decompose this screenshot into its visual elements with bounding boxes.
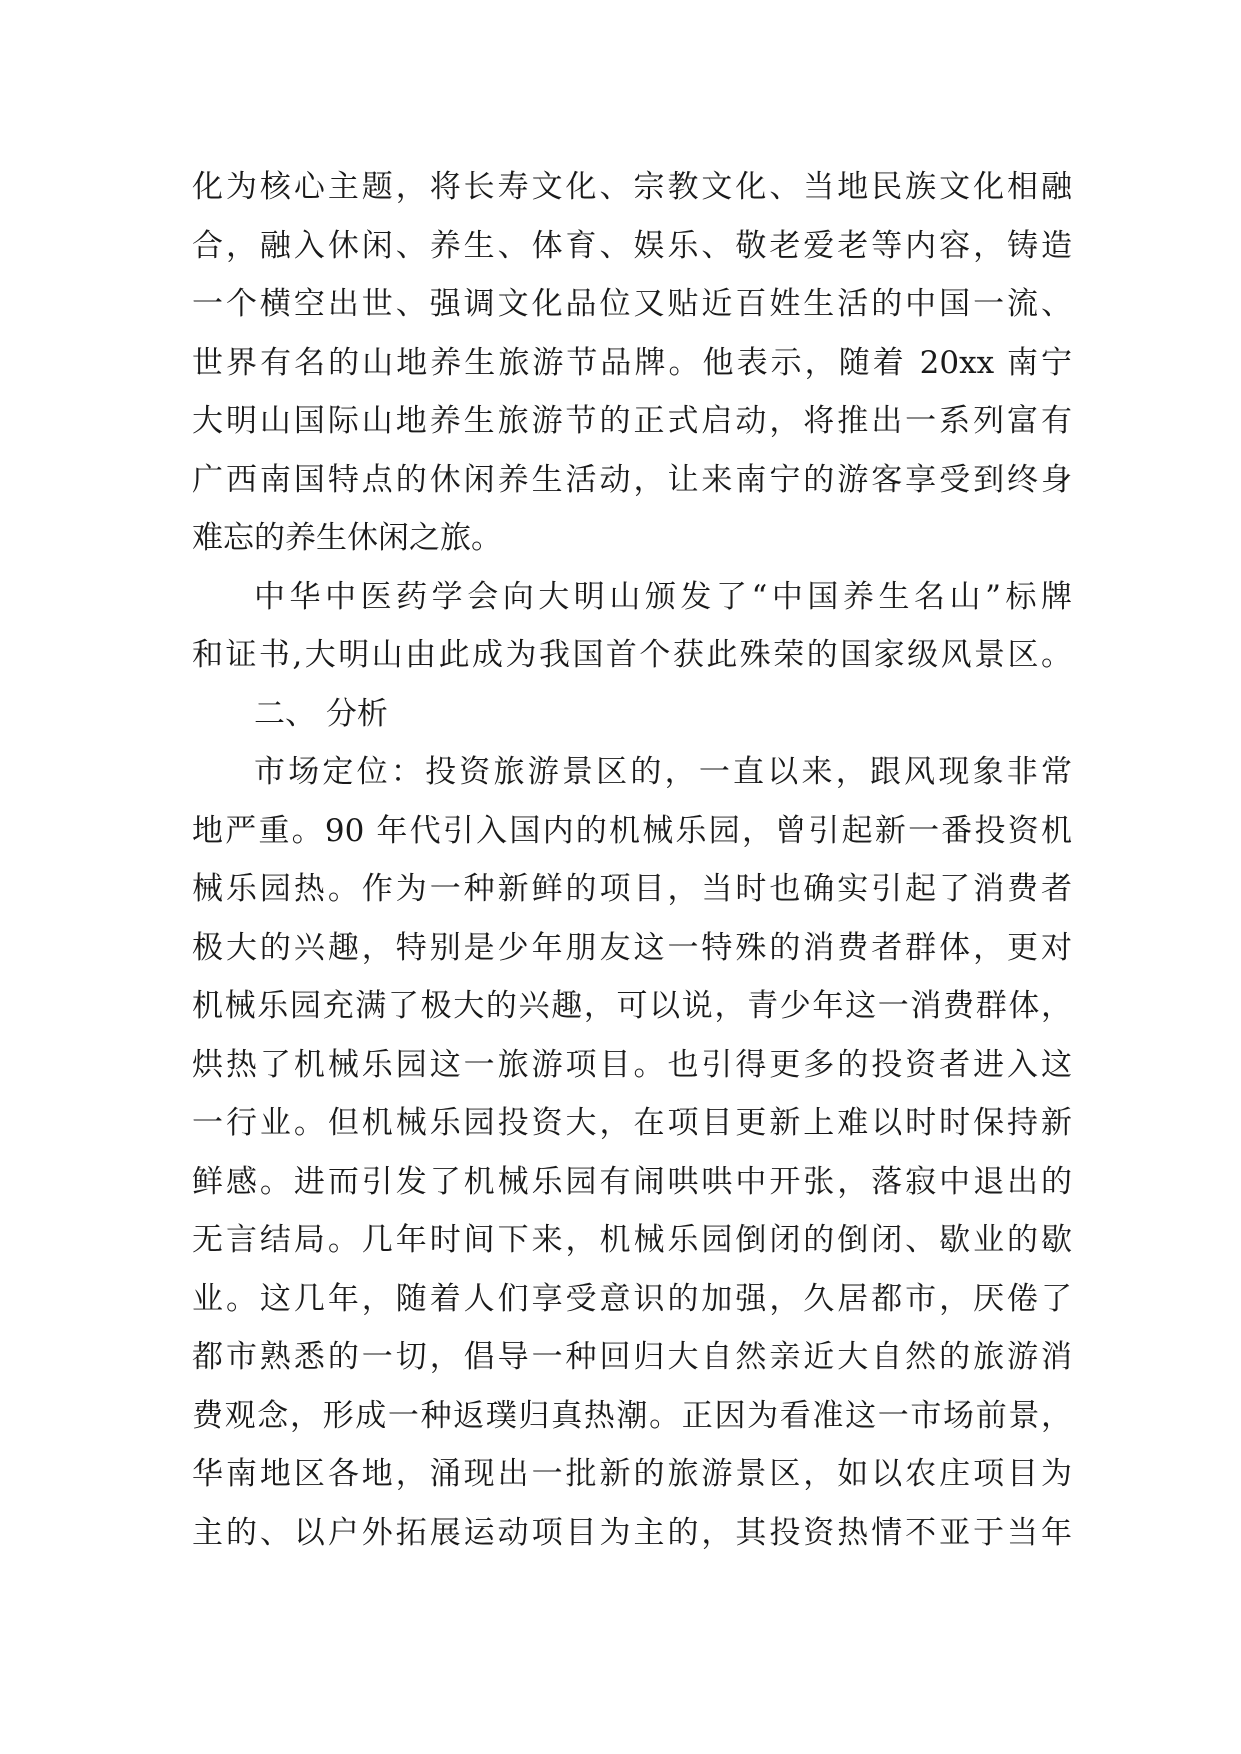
text-line: 极大的兴趣，特别是少年朋友这一特殊的消费者群体，更对 xyxy=(192,929,1072,966)
text-line: 和证书,大明山由此成为我国首个获此殊荣的国家级风景区。 xyxy=(192,637,1072,673)
text-line: 化为核心主题，将长寿文化、宗教文化、当地民族文化相融 xyxy=(192,169,1072,205)
text-line: 烘热了机械乐园这一旅游项目。也引得更多的投资者进入这 xyxy=(192,1046,1072,1083)
text-line: 费观念，形成一种返璞归真热潮。正因为看准这一市场前景， xyxy=(192,1397,1072,1434)
section-heading: 二、 分析 xyxy=(254,695,388,732)
text-line: 广西南国特点的休闲养生活动，让来南宁的游客享受到终身 xyxy=(192,461,1072,498)
text-line: 鲜感。进而引发了机械乐园有闹哄哄中开张，落寂中退出的 xyxy=(192,1163,1072,1200)
text-line: 主的、以户外拓展运动项目为主的，其投资热情不亚于当年 xyxy=(192,1514,1072,1551)
text-line: 都市熟悉的一切，倡导一种回归大自然亲近大自然的旅游消 xyxy=(192,1339,1072,1375)
text-line: 大明山国际山地养生旅游节的正式启动，将推出一系列富有 xyxy=(192,403,1072,439)
text-line: 华南地区各地，涌现出一批新的旅游景区，如以农庄项目为 xyxy=(192,1456,1072,1492)
text-line: 市场定位：投资旅游景区的，一直以来，跟风现象非常 xyxy=(254,754,1072,790)
text-line: 机械乐园充满了极大的兴趣，可以说，青少年这一消费群体， xyxy=(192,988,1072,1024)
text-line: 一个横空出世、强调文化品位又贴近百姓生活的中国一流、 xyxy=(192,286,1072,322)
document-body xyxy=(192,158,1072,1562)
text-line: 业。这几年，随着人们享受意识的加强，久居都市，厌倦了 xyxy=(192,1280,1072,1317)
text-line: 无言结局。几年时间下来，机械乐园倒闭的倒闭、歇业的歇 xyxy=(192,1222,1072,1258)
text-line: 世界有名的山地养生旅游节品牌。他表示，随着 20xx 南宁 xyxy=(192,344,1072,381)
text-line: 中华中医药学会向大明山颁发了“中国养生名山”标牌 xyxy=(254,578,1072,615)
text-line: 地严重。90 年代引入国内的机械乐园，曾引起新一番投资机 xyxy=(192,812,1072,849)
text-line: 械乐园热。作为一种新鲜的项目，当时也确实引起了消费者 xyxy=(192,871,1072,907)
text-line: 难忘的养生休闲之旅。 xyxy=(192,520,502,556)
text-line: 一行业。但机械乐园投资大，在项目更新上难以时时保持新 xyxy=(192,1105,1072,1141)
text-line: 合，融入休闲、养生、体育、娱乐、敬老爱老等内容，铸造 xyxy=(192,227,1072,264)
